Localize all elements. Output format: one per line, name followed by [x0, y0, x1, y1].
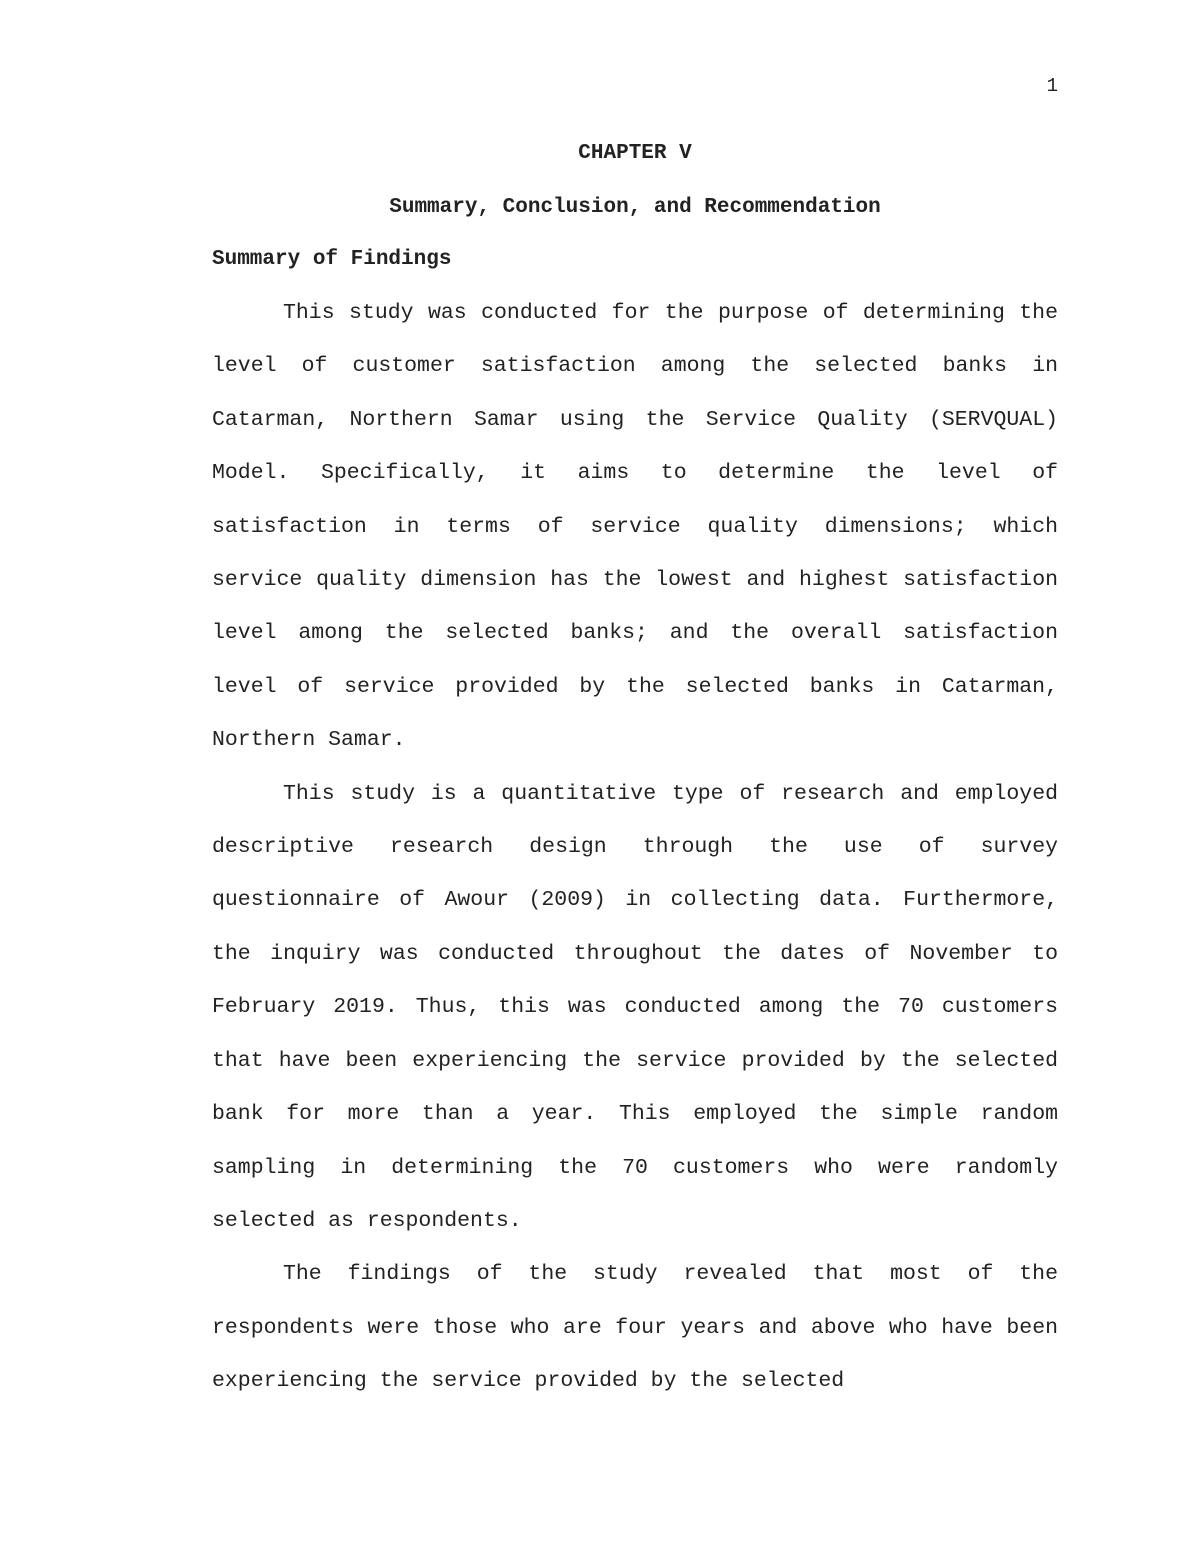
page-number: 1 [1046, 75, 1058, 97]
paragraph: This study is a quantitative type of research and employed descriptive research design through the use of survey questionnaire of Awour (2009) in collecting data. Furthermore, the inquiry was conducted throughout the dates of November to February 2019. Thus, this was conducted among the 70 customers that have been experiencing the service provided by the selected bank for more than a year. This employed the simple random sampling in determining the 70 customers who were randomly selected as respondents. [212, 781, 1058, 1233]
paragraph: This study was conducted for the purpose of determining the level of customer satisfaction among the selected banks in Catarman, Northern Samar using the Service Quality (SERVQUAL) Model. Specifically, it aims to determine the level of satisfaction in terms of service quality dimensions; which service quality dimension has the lowest and highest satisfaction level among the selected banks; and the overall satisfaction level of service provided by the selected banks in Catarman, Northern Samar. [212, 301, 1058, 753]
paragraph: The findings of the study revealed that most of the respondents were those who are four years and above who have been experiencing the service provided by the selected [212, 1262, 1058, 1394]
chapter-title: CHAPTER V [578, 142, 692, 165]
chapter-subtitle: Summary, Conclusion, and Recommendation [389, 196, 881, 219]
section-heading: Summary of Findings [212, 248, 452, 271]
body-text [212, 287, 1058, 1409]
